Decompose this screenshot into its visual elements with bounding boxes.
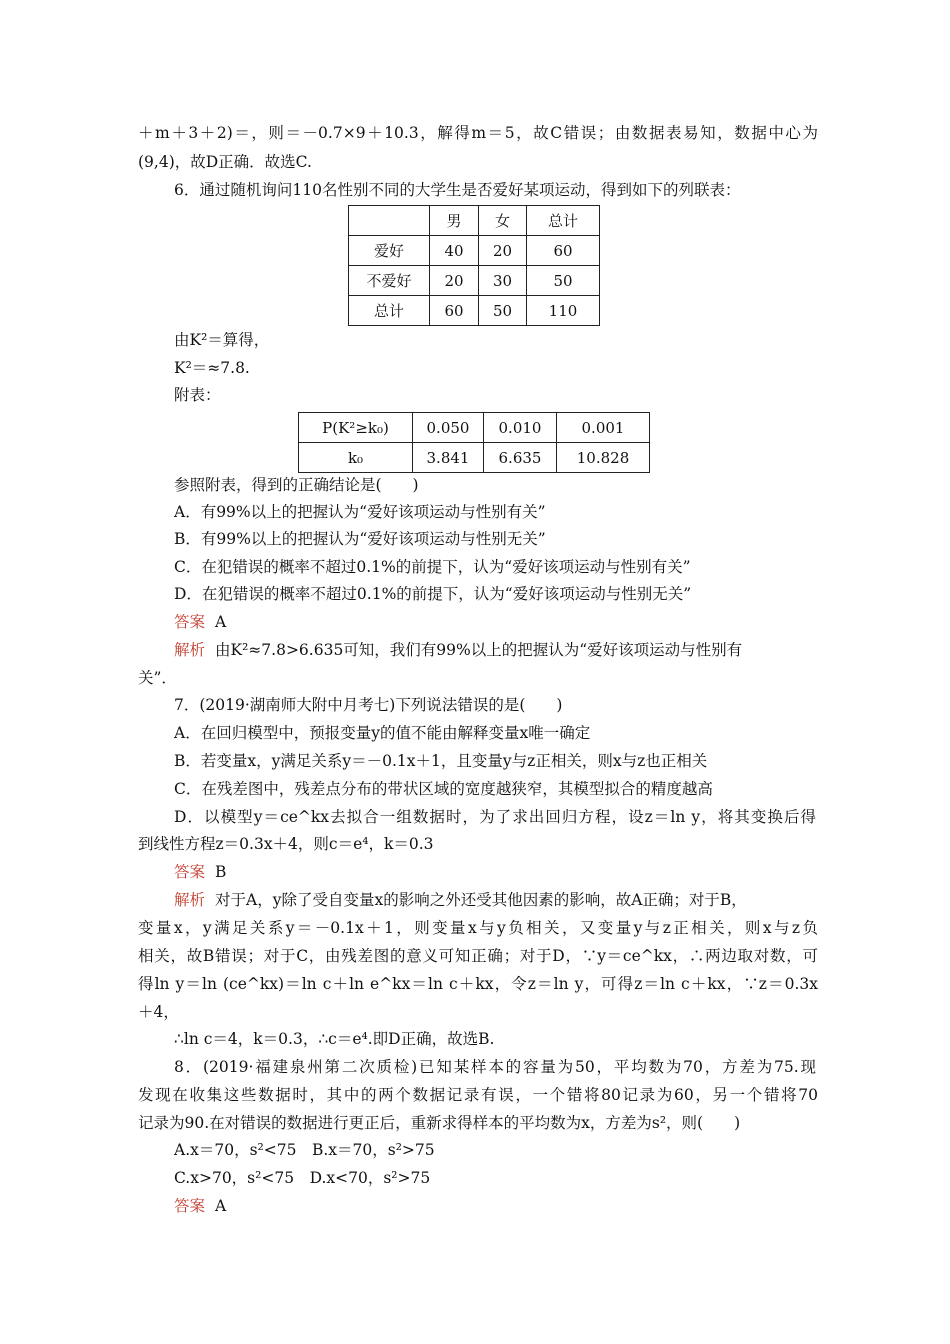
answer-value: B bbox=[215, 863, 227, 881]
options-ab: A.x＝70，s²<75 B.x＝70，s²>75 bbox=[174, 1141, 435, 1159]
table-cell: 0.001 bbox=[557, 413, 650, 443]
table-cell: 40 bbox=[430, 236, 479, 266]
option-d: D．以模型y＝ce^kx去拟合一组数据时，为了求出回归方程，设z＝ln y，将其变换后得 bbox=[174, 808, 816, 826]
table-cell: 不爱好 bbox=[349, 266, 430, 296]
table-cell: 110 bbox=[527, 296, 600, 326]
table-cell: 30 bbox=[479, 266, 527, 296]
table-cell: 男 bbox=[430, 206, 479, 236]
text-line: 变量x，y满足关系y＝－0.1x＋1，则变量x与y负相关，又变量y与z正相关，则x与z负 bbox=[138, 919, 818, 937]
question-7: 7．(2019·湖南师大附中月考七)下列说法错误的是( ) bbox=[174, 696, 563, 714]
text-line: 关”． bbox=[138, 669, 177, 687]
table-cell: 总计 bbox=[527, 206, 600, 236]
answer-label: 答案 bbox=[174, 1197, 206, 1215]
question-6: 6．通过随机询问110名性别不同的大学生是否爱好某项运动，得到如下的列联表： bbox=[174, 181, 741, 199]
solution-label: 解析 bbox=[174, 891, 206, 909]
answer-value: A bbox=[215, 1197, 227, 1215]
answer-line bbox=[174, 862, 854, 882]
table-row bbox=[349, 296, 600, 326]
table-cell: 3.841 bbox=[413, 443, 484, 473]
option-c: C．在犯错误的概率不超过0.1%的前提下，认为“爱好该项运动与性别有关” bbox=[174, 558, 691, 576]
text-line: 参照附表，得到的正确结论是( ) bbox=[174, 476, 419, 494]
table-cell: 20 bbox=[479, 236, 527, 266]
option-a: A．有99%以上的把握认为“爱好该项运动与性别有关” bbox=[174, 503, 546, 521]
solution-text: 由K²≈7.8>6.635可知，我们有99%以上的把握认为“爱好该项运动与性别有 bbox=[215, 641, 743, 659]
question-8: 8．(2019·福建泉州第二次质检)已知某样本的容量为50，平均数为70，方差为75.现 bbox=[174, 1058, 816, 1076]
text-line: ＋4， bbox=[138, 1003, 179, 1021]
table-cell: 女 bbox=[479, 206, 527, 236]
table-row bbox=[349, 206, 600, 236]
table-cell: 0.010 bbox=[484, 413, 557, 443]
table-cell: 20 bbox=[430, 266, 479, 296]
answer-value: A bbox=[215, 613, 227, 631]
text-line: 附表： bbox=[174, 386, 221, 404]
answer-line bbox=[174, 612, 854, 632]
table-row bbox=[299, 443, 650, 473]
text-line: 发现在收集这些数据时，其中的两个数据记录有误，一个错将80记录为60，另一个错将70 bbox=[138, 1086, 818, 1104]
contingency-table bbox=[348, 205, 600, 326]
option-a: A．在回归模型中，预报变量y的值不能由解释变量x唯一确定 bbox=[174, 724, 591, 742]
table-cell: 60 bbox=[527, 236, 600, 266]
text-line: 得ln y＝ln (ce^kx)＝ln c＋ln e^kx＝ln c＋kx，令z＝ln y，可得z＝ln c＋kx，∵z＝0.3x bbox=[138, 975, 818, 993]
table-cell bbox=[349, 206, 430, 236]
critical-value-table bbox=[298, 412, 650, 473]
option-b: B．有99%以上的把握认为“爱好该项运动与性别无关” bbox=[174, 530, 546, 548]
table-cell: 爱好 bbox=[349, 236, 430, 266]
option-c: C．在残差图中，残差点分布的带状区域的宽度越狭窄，其模型拟合的精度越高 bbox=[174, 780, 713, 798]
option-d: D．在犯错误的概率不超过0.1%的前提下，认为“爱好该项运动与性别无关” bbox=[174, 585, 692, 603]
table-cell: 6.635 bbox=[484, 443, 557, 473]
text-line: 相关，故B错误；对于C，由残差图的意义可知正确；对于D，∵y＝ce^kx，∴两边取对数，可 bbox=[138, 947, 818, 965]
table-row bbox=[299, 413, 650, 443]
answer-line bbox=[174, 1196, 854, 1216]
text-line: ∴ln c＝4，k＝0.3，∴c＝e⁴.即D正确，故选B. bbox=[174, 1030, 495, 1048]
options-cd: C.x>70，s²<75 D.x<70，s²>75 bbox=[174, 1169, 431, 1187]
solution-line bbox=[174, 890, 816, 910]
text-line: K²＝≈7.8. bbox=[174, 359, 250, 377]
table-cell: P(K²≥k₀) bbox=[299, 413, 413, 443]
text-line: ＋m＋3＋2)＝，则＝－0.7×9＋10.3，解得m＝5，故C错误；由数据表易知，数据中心为 bbox=[138, 124, 818, 142]
solution-text: 对于A，y除了受自变量x的影响之外还受其他因素的影响，故A正确；对于B， bbox=[215, 891, 747, 909]
text-line: 到线性方程z＝0.3x＋4，则c＝e⁴，k＝0.3 bbox=[138, 835, 434, 853]
answer-label: 答案 bbox=[174, 863, 206, 881]
table-cell: 总计 bbox=[349, 296, 430, 326]
option-b: B．若变量x，y满足关系y＝－0.1x＋1，且变量y与z正相关，则x与z也正相关 bbox=[174, 752, 708, 770]
table-cell: 10.828 bbox=[557, 443, 650, 473]
table-row bbox=[349, 266, 600, 296]
table-row bbox=[349, 236, 600, 266]
text-line: 由K²＝算得， bbox=[174, 331, 270, 349]
table-cell: 60 bbox=[430, 296, 479, 326]
table-cell: 50 bbox=[527, 266, 600, 296]
table-cell: 0.050 bbox=[413, 413, 484, 443]
solution-line bbox=[174, 640, 816, 660]
table-cell: k₀ bbox=[299, 443, 413, 473]
answer-label: 答案 bbox=[174, 613, 206, 631]
text-line: 记录为90.在对错误的数据进行更正后，重新求得样本的平均数为x，方差为s²，则( ) bbox=[138, 1114, 741, 1132]
table-cell: 50 bbox=[479, 296, 527, 326]
solution-label: 解析 bbox=[174, 641, 206, 659]
text-line: (9,4)，故D正确．故选C. bbox=[138, 153, 312, 171]
